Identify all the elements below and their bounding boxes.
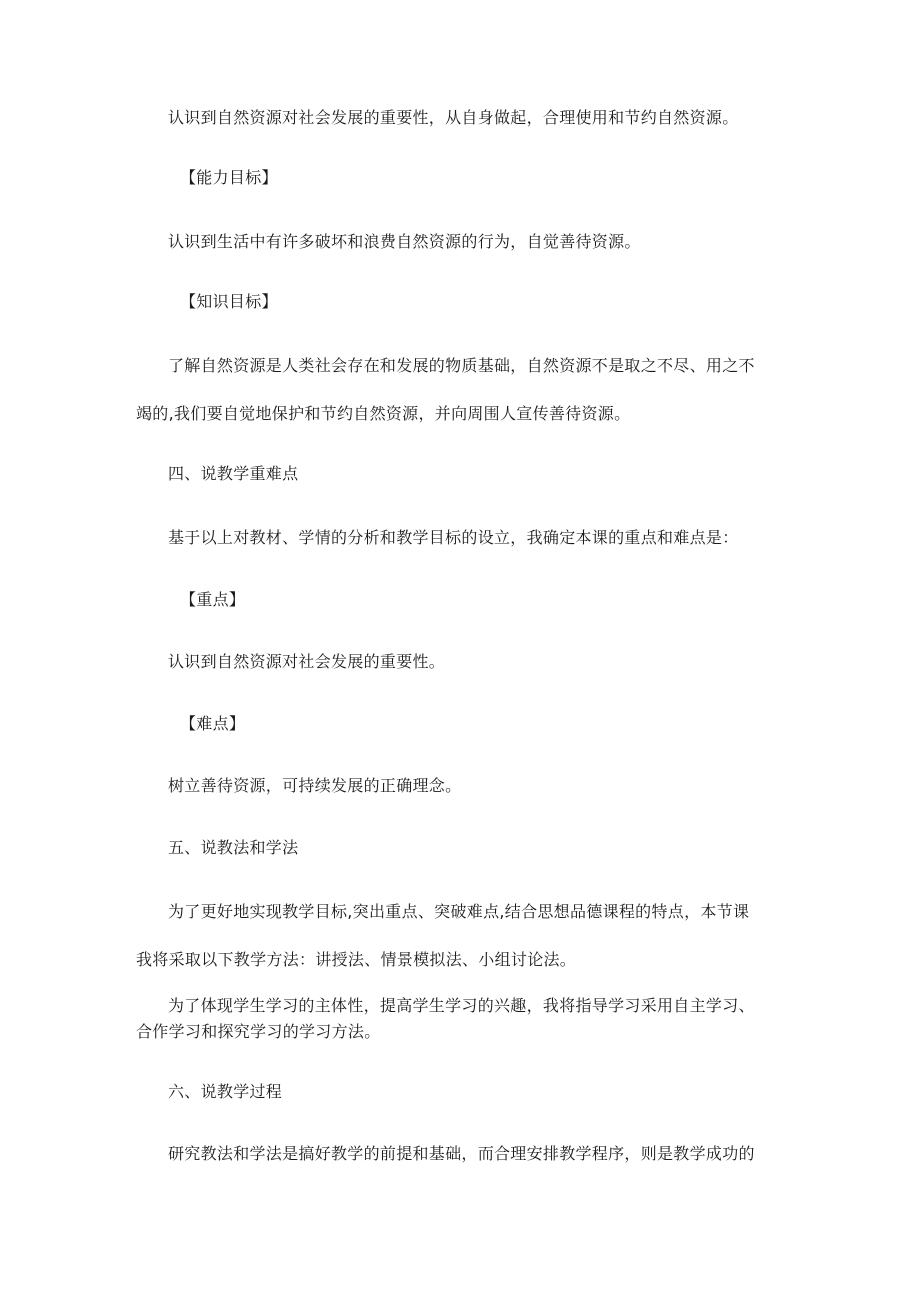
paragraph-emotion-goal: 认识到自然资源对社会发展的重要性，从自身做起，合理使用和节约自然资源。 (168, 108, 739, 127)
heading-key-point: 【重点】 (180, 590, 246, 609)
section-heading-process: 六、说教学过程 (168, 1082, 283, 1101)
section-heading-key-points: 四、说教学重难点 (168, 464, 299, 483)
heading-ability-goal: 【能力目标】 (180, 168, 278, 187)
paragraph-teaching-method-line1: 为了更好地实现教学目标,突出重点、突破难点,结合思想品德课程的特点，本节课 (168, 902, 750, 921)
paragraph-key-points-intro: 基于以上对教材、学情的分析和教学目标的设立，我确定本课的重点和难点是： (168, 528, 739, 547)
paragraph-learning-method-line2: 合作学习和探究学习的学习方法。 (136, 1022, 381, 1041)
paragraph-learning-method-line1: 为了体现学生学习的主体性，提高学生学习的兴趣，我将指导学习采用自主学习、 (168, 996, 755, 1015)
paragraph-process-intro: 研究教法和学法是搞好教学的前提和基础，而合理安排教学程序，则是教学成功的 (168, 1144, 755, 1163)
paragraph-teaching-method-line2: 我将采取以下教学方法：讲授法、情景模拟法、小组讨论法。 (136, 950, 577, 969)
paragraph-key-point: 认识到自然资源对社会发展的重要性。 (168, 652, 446, 671)
paragraph-knowledge-goal-line1: 了解自然资源是人类社会存在和发展的物质基础，自然资源不是取之不尽、用之不 (168, 356, 755, 375)
heading-knowledge-goal: 【知识目标】 (180, 292, 278, 311)
paragraph-ability-goal: 认识到生活中有许多破坏和浪费自然资源的行为，自觉善待资源。 (168, 232, 641, 251)
section-heading-methods: 五、说教法和学法 (168, 838, 299, 857)
heading-difficult-point: 【难点】 (180, 714, 246, 733)
paragraph-knowledge-goal-line2: 竭的,我们要自觉地保护和节约自然资源，并向周围人宣传善待资源。 (136, 404, 631, 423)
paragraph-difficult-point: 树立善待资源，可持续发展的正确理念。 (168, 776, 462, 795)
